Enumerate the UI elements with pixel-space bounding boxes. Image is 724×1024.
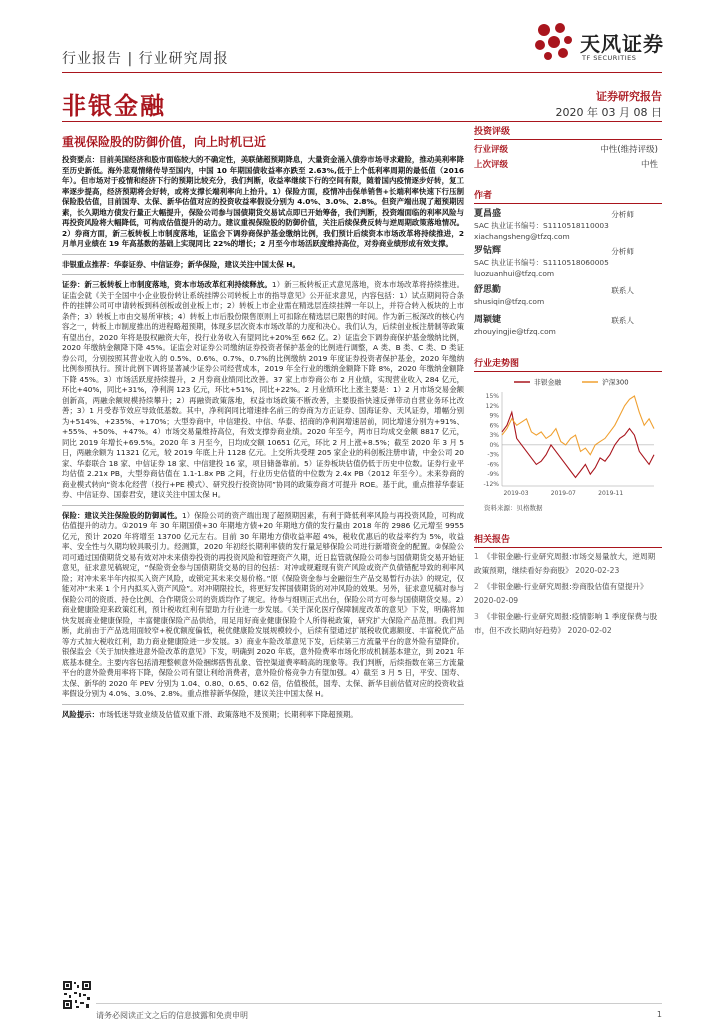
legend-label: 非银金融 xyxy=(534,378,562,387)
related-report-item[interactable]: 3 《非银金融-行业研究周报:疫情影响 1 季度保费与股市，但不改长期向好趋势》 2020-02-02 xyxy=(474,612,658,635)
author-email[interactable]: xiachangsheng@tfzq.com xyxy=(474,232,570,241)
report-type: 证券研究报告 xyxy=(596,90,662,103)
title-divider xyxy=(62,121,662,122)
series-line xyxy=(502,396,654,455)
disclaimer-text: 请务必阅读正文之后的信息披露和免责申明 xyxy=(96,1011,248,1020)
report-kind: 行业报告 | 行业研究周报 xyxy=(62,51,229,67)
header-divider xyxy=(62,72,662,73)
x-tick-label: 2019-03 xyxy=(503,490,529,497)
author-email[interactable]: shusiqin@tfzq.com xyxy=(474,297,545,306)
logo-text-cn: 天风证券 xyxy=(580,32,664,56)
author-item: 舒思勤 联系人 xyxy=(474,285,634,295)
y-tick-label: -6% xyxy=(487,461,499,469)
author-email[interactable]: luozuanhui@tfzq.com xyxy=(474,269,555,278)
related-heading: 相关报告 xyxy=(474,532,662,548)
paragraph-securities: 证券：新三板转板上市制度落地，资本市场改革红利持续释放。1）新三板转板正式意见落地，资本市场改革将持续推进。证监会就《关于全国中小企业股份转让系统挂牌公司转板上市的指导意见》公开征求意见，内容包括：1）试点期间符合条件的挂牌公司可申请转板到科创板或创业板上市；2）转板上市企业需在精选层连续挂牌一年以上，并符合转入板块的上市条件；3）转板上市由交易所审核；4）转板上市后股份限售原则上可扣除在精选层已限售的时间。作为新三板深改的核心内容之一，转板上市制度推出的进程略超预期，体现多层次资本市场改革的力度和决心。我们认为，后续创业板注册制等政策有望出台，2020 年将是股权融资大年，投行业务收入有望同比+20%至 662 亿。2）证监会下调券商保护基金缴纳比例，2020 年缴纳金额降下降 45%。证监会对证券公司缴纳证券投资者保护基金的比例进行调整，A 类、B 类、C 类、D 类证券公司，分别按照其营业收入的 0.5%、0.6%、0.7%、0.7%的比例缴纳 2019 年度证券投资者保护基金，2020 年缴纳比例参照执行。预计此例下调将显著减少证券公司经营成本，2019 年全行业的缴纳金额降下降 8%，2020 年缴纳金额降下降 45%。3）市场活跃度持续提升，2 月券商业绩同比改善。37 家上市券商公布 2 月业绩，实现营业收入 284 亿元，环比+40%，同比+31%，净利润 123 亿元，环比+51%，同比+22%。2 月业绩环比上涨主要是：1）2 月市场交易金额创新高，两融余额规模持续攀升；2）再融资政策落地，权益市场政策不断改善，主要股指快速反弹带动自营业务环比改善；3）1 月受春节效应导致低基数。其中，净利润同比增速排名前三的券商为方正证券、国海证券、天风证券，增幅分别为+514%、+235%、+170%；大型券商中，中信建投、中信、华泰、招商的净利润增速居前，同比增速分别为+91%、+55%、+50%、+47%。4）市场交易量维持高位，有效支撑券商业绩。2020 年至今，两市日均成交金额 8817 亿元，同比 2019 年增长+69.5%。2020 年 3 月至今，日均成交额 10651 亿元，环比 2 月上涨+8.5%；截至 2020 年 3 月 5 日，两融余额为 11321 亿元，较 2019 年底上升 1128 亿元。上交所共受理 205 家企业的科创板注册申请，中金公司 20 家、华泰联合 18 家、中信证券 18 家、中信建投 16 家，项目储备靠前。5）证券板块估值仍低于历史中位数。证券行业平均估值 2.21x PB，大型券商估值在 1.1-1.8x PB 之间，行业历史估值的中位数为 2.4x PB（2012 年至今）。未来券商的商业模式转向“资本化经营（投行+PE 模式）、研究投行投资协同”协同的政策券商才可提升 ROE。基于此，重点推荐华泰证券、中信证券、国泰君安，建议关注中国太保 H。 xyxy=(62,280,464,499)
ratings-heading: 投资评级 xyxy=(474,124,662,140)
y-tick-label: 6% xyxy=(489,422,499,430)
author-email[interactable]: zhouyingjie@tfzq.com xyxy=(474,327,556,336)
y-tick-label: 0% xyxy=(489,441,499,449)
related-report-item[interactable]: 2 《非银金融-行业研究周报:券商股估值有望提升》 2020-02-09 xyxy=(474,582,648,605)
related-report-item[interactable]: 1 《非银金融-行业研究周报:市场交易量放大，逆周期政策预期，继续看好券商股》 2020-02-23 xyxy=(474,552,656,575)
authors-panel xyxy=(474,188,662,337)
tf-logo-icon xyxy=(530,18,576,64)
y-tick-label: 9% xyxy=(489,412,499,420)
report-date: 2020 年 03 月 08 日 xyxy=(555,106,662,119)
paragraph-recommend: 非银重点推荐：华泰证券、中信证券；新华保险，建议关注中国太保 H。 xyxy=(62,259,300,269)
section-divider xyxy=(62,274,464,275)
logo-text-en: TF SECURITIES xyxy=(582,54,637,62)
industry-rating-row: 行业评级 中性(维持评级) xyxy=(474,145,658,155)
footer-divider xyxy=(96,1003,662,1004)
ratings-panel xyxy=(474,124,662,173)
y-tick-label: -3% xyxy=(487,451,499,459)
x-tick-label: 2019-07 xyxy=(550,490,576,497)
paragraph-insurance: 保险：建议关注保险股的防御属性。1）保险公司的资产端出现了超预期因素，有利于降低利率风险与再投资风险，可构成估值提升的动力。①2019 年 30 年期国债+30 年期地方债+20 年期地方债的发行量由 2018 年的 2986 亿元增至 9955 亿元，预计 2020 年将增至 13700 亿元左右。目前 30 年期地方债收益率超 4%，税收优惠后的收益率约为 5%，收益率、安全性与久期均较具吸引力。经测算，2020 年初经长期利率债的发行量足够保险公司进行新增资金的配置。②保险公司可通过国债期货交易有效对冲未来债券投资的再投资风险和管理资产久期，近日监管就保险公司参与国债期货交易开始征意见，征求意见稿规定，“保险资金参与国债期货交易的目的包括：对冲或规避现有资产风险或资产负债错配导致的利率风险；对冲未来半年内拟买入资产风险，或锁定其未来交易价格。”原《保险资金参与金融衍生产品交易暂行办法》的规定，仅能对冲“未来 1 个月内拟买入资产风险”。对冲期限拉长，将更好发挥国债期货的对冲风险的效果。另外，征求意见稿对参与保险公司的资质、持仓比例、合作期货公司的资质均作了规定。待参与细则正式出台，保险公司方可参与国债期货交易。2）商业健康险迎来政策红利，预计税收红利有望助力行业进一步发展。《关于深化医疗保障制度改革的意见》下发，明确将加快发展商业健康保险，丰富健康保险产品供给，用足用好商业健康保险个人所得税政策，研究扩大保险产品范围。我们判断，此前由于产品选用面较窄+税优额度偏低，税优健康险发展规模较小，后续有望通过扩展税收优惠额度、丰富税优产品等方式加大税收红利，助力商业健康险进一步发展。3）商业车险改革意见下发，后续第三方流量平台的意外险有望降价。银保监会《关于加快推进意外险改革的意见》下发，明确到 2020 年底，意外险费率市场化形成机制基本建立，到 2021 年底基本健全。主要内容包括清理整顿意外险捆绑搭售乱象、管控渠道费率畸高的现象等。我们判断，后续指数在第三方流量平台的意外险费用率将下降，保险公司有望让利给消费者，意外险价格竞争力有望加强。4）截至 3 月 5 日，平安、国寿、太保、新华的 2020 年 PEV 分别为 1.04、0.80、0.65、0.62 倍，估值极低，国寿、太保、新华目前估值对应的投资收益率假设分别为 4.0%、3.0%、2.8%。重点推荐新华保险，建议关注中国太保 H。 xyxy=(62,510,464,698)
qr-code-icon xyxy=(62,980,92,1010)
legend-label: 沪深300 xyxy=(602,378,629,387)
x-tick-label: 2019-11 xyxy=(598,490,624,497)
industry-title: 非银金融 xyxy=(62,92,166,120)
y-tick-label: 15% xyxy=(485,393,499,400)
chart-heading-wrap xyxy=(474,356,662,372)
y-tick-label: -12% xyxy=(483,481,499,488)
author-item: 周颖婕 联系人 xyxy=(474,315,634,325)
author-item: 罗钻辉 分析师 xyxy=(474,246,634,256)
y-tick-label: 12% xyxy=(485,402,499,410)
page-number: 1 xyxy=(656,1010,662,1019)
section-divider xyxy=(62,704,464,705)
previous-rating-row: 上次评级 中性 xyxy=(474,160,658,170)
author-item: 夏昌盛 分析师 xyxy=(474,209,634,219)
trend-chart xyxy=(474,374,662,514)
chart-source: 资料来源：贝格数据 xyxy=(484,504,543,512)
main-body xyxy=(62,155,464,724)
y-tick-label: 3% xyxy=(489,432,499,440)
paragraph-highlights: 投资要点：目前美国经济和股市面临较大的不确定性，美联储超预期降息，大量资金涌入债券市场寻求避险，推动美利率降至历史新低。海外悲观情绪传导至国内，中国 10 年期国债收益率亦跌至 2.63%,低于上个低利率周期的最低值（2016 年）。但市场对于疫情和经济下行的预期比较充分，我们判断，收益率继续下行的空间有限，随着国内疫情逐步好转，复工率逐步提高，经济预期将会好转，或将支撑长端利率向上抬升。1）保险方面，疫情冲击保单销售+长端利率快速下行压制保险股估值，目前国寿、太保、新华估值对应的投资收益率假设分别为 4.0%、3.0%、2.8%。但资产端出现了超预期因素，长久期地方债发行量正大幅提升，保险公司参与国债期货交易试点即已开始筹备，我们判断，投资端面临的利率风险与再投资风险将大幅降低，可构成估值提升的动力。建议重视保险股的防御价值，关注后续保费反转与逆周期政策落地情况。2）券商方面，新三板转板上市制度落地，证监会下调券商保护基金缴纳比例，我们预计后续资本市场改革将持续推进，2 月单月业绩在 19 年高基数的基础上实现同比 22%的增长；2 月至今市场活跃度维持高位，对券商业绩形成有效支撑。 xyxy=(62,155,464,248)
chart-heading: 行业走势图 xyxy=(474,356,662,372)
section-divider xyxy=(62,505,464,506)
author-cert: SAC 执业证书编号：S1110518110003 xyxy=(474,221,609,230)
report-subtitle: 重视保险股的防御价值，向上时机已近 xyxy=(62,135,267,149)
paragraph-risk: 风险提示：市场低迷导致业绩及估值双重下滑、政策落地不及预期；长期利率下降超预期。 xyxy=(62,709,358,719)
section-divider xyxy=(62,254,464,255)
author-cert: SAC 执业证书编号：S1110518060005 xyxy=(474,258,609,267)
y-tick-label: -9% xyxy=(487,471,499,479)
related-panel xyxy=(474,532,662,638)
authors-heading: 作者 xyxy=(474,188,662,204)
